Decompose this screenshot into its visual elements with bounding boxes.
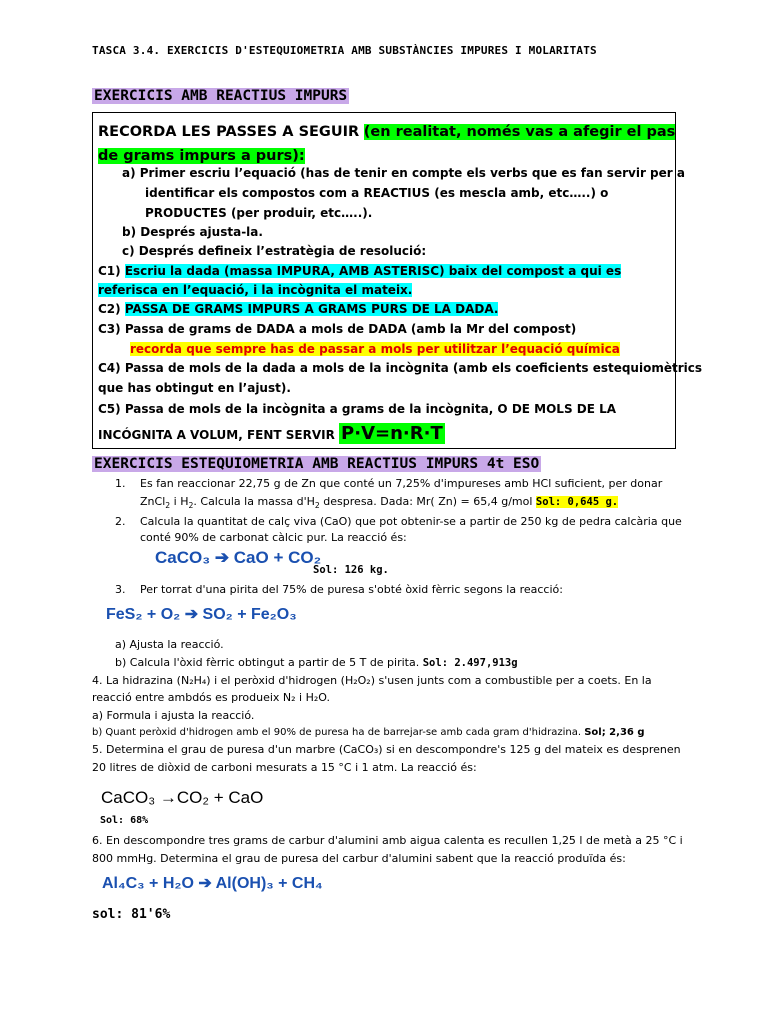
exercise-3-part-a: a) Ajusta la reacció. [115,638,224,651]
exercise-4-line2: reacció entre ambdós es produeix N₂ i H₂O. [92,691,330,704]
exercise-6-solution: sol: 81'6% [92,907,171,922]
step-c: c) Després defineix l’estratègia de resolució: [122,244,427,258]
exercise-1-line1: Es fan reaccionar 22,75 g de Zn que conté un 7,25% d'impureses amb HCl suficient, per donar [140,477,663,490]
exercise-2-line2: conté 90% de carbonat càlcic pur. La reacció és: [140,531,407,544]
step-a-line2: identificar els compostos com a REACTIUS (es mescla amb, etc…..) o [145,186,609,200]
step-c4-line1: C4) Passa de mols de la dada a mols de la incògnita (amb els coeficients estequiomètrics [98,361,703,375]
steps-intro: RECORDA LES PASSES A SEGUIR (en realitat, només vas a afegir el pas de grams impurs a purs): [98,124,676,164]
exercise-6-line1: 6. En descompondre tres grams de carbur d'alumini amb aigua calenta es recullen 1,25 l de metà a 25 °C i [92,834,683,847]
step-b: b) Després ajusta-la. [122,225,263,239]
exercise-1-line2: ZnCl$_2$ i $H_2$. Calcula la massa $d'H_2$ despresa. Dada: Mr( Zn) = 65,4 g/mol Sol: 0,645 g. [140,495,619,511]
exercise-3-number: 3. [115,583,126,596]
exercise-3-part-b: b) Calcula l'òxid fèrric obtingut a partir de 5 T de pirita. Sol: 2.497,913g [115,656,518,669]
step-a-line3: PRODUCTES (per produir, etc…..). [145,206,373,220]
exercise-3-line1: Per torrat d'una pirita del 75% de puresa s'obté òxid fèrric segons la reacció: [140,583,563,596]
page-header: TASCA 3.4. EXERCICIS D'ESTEQUIOMETRIA AMB SUBSTÀNCIES IMPURES I MOLARITATS [92,44,597,57]
exercise-3-equation: FeS₂ + O₂ ➔ SO₂ + Fe₂O₃ [106,606,297,623]
exercise-5-solution: Sol: 68% [100,815,149,826]
step-c1-line1: C1) Escriu la dada (massa IMPURA, AMB ASTERISC) baix del compost a qui es [98,264,622,278]
exercise-1-number: 1. [115,477,126,490]
step-c5-line1: C5) Passa de mols de la incògnita a grams de la incògnita, O DE MOLS DE LA [98,402,617,416]
ideal-gas-formula: P·V=n·R·T [341,423,443,444]
exercise-5-equation: CaCO₃ →CO₂ + CaO [101,788,264,807]
exercise-3-solution: Sol: 2.497,913g [422,657,518,669]
exercise-5-line2: 20 litres de diòxid de carboni mesurats a 15 °C i 1 atm. La reacció és: [92,761,477,774]
step-c3: C3) Passa de grams de DADA a mols de DADA (amb la Mr del compost) [98,322,577,336]
exercise-4-part-a: a) Formula i ajusta la reacció. [92,709,255,722]
step-c2: C2) PASSA DE GRAMS IMPURS A GRAMS PURS DE LA DADA. [98,302,499,316]
exercise-6-equation: Al₄C₃ + H₂O ➔ Al(OH)₃ + CH₄ [102,875,323,892]
exercise-4-line1: 4. La hidrazina (N₂H₄) i el peròxid d'hidrogen (H₂O₂) s'usen junts com a combustible per a coets. En la [92,674,652,687]
step-c3-note: recorda que sempre has de passar a mols per utilitzar l’equació química [130,342,620,356]
step-a-line1: a) Primer escriu l’equació (has de tenir en compte els verbs que es fan servir per a [122,166,685,180]
section-title-impure-reactants: EXERCICIS AMB REACTIUS IMPURS [94,88,348,104]
step-c4-line2: que has obtingut en l’ajust). [98,381,291,395]
exercise-2-number: 2. [115,515,126,528]
exercise-4-part-b: b) Quant peròxid d'hidrogen amb el 90% de puresa ha de barrejar-se amb cada gram d'hidrazina. Sol; 2,36 g [92,727,645,738]
exercise-6-line2: 800 mmHg. Determina el grau de puresa del carbur d'alumini sabent que la reacció produïda és: [92,852,626,865]
step-c5-line2: INCÓGNITA A VOLUM, FENT SERVIR P·V=n·R·T [98,423,443,444]
section-title-exercises: EXERCICIS ESTEQUIOMETRIA AMB REACTIUS IMPURS 4t ESO [94,456,540,472]
step-c1-line2: referisca en l’equació, i la incògnita el mateix. [98,283,413,297]
exercise-2-solution: Sol: 126 kg. [313,564,389,576]
exercise-5-line1: 5. Determina el grau de puresa d'un marbre (CaCO₃) si en descompondre's 125 g del mateix es desprenen [92,743,681,756]
exercise-4-solution: Sol; 2,36 g [584,727,645,738]
exercise-2-line1: Calcula la quantitat de calç viva (CaO) que pot obtenir-se a partir de 250 kg de pedra calcària que [140,515,682,528]
exercise-2-equation: CaCO₃ ➔ CaO + CO₂ [155,548,322,567]
exercise-1-solution: Sol: 0,645 g. [535,496,619,508]
